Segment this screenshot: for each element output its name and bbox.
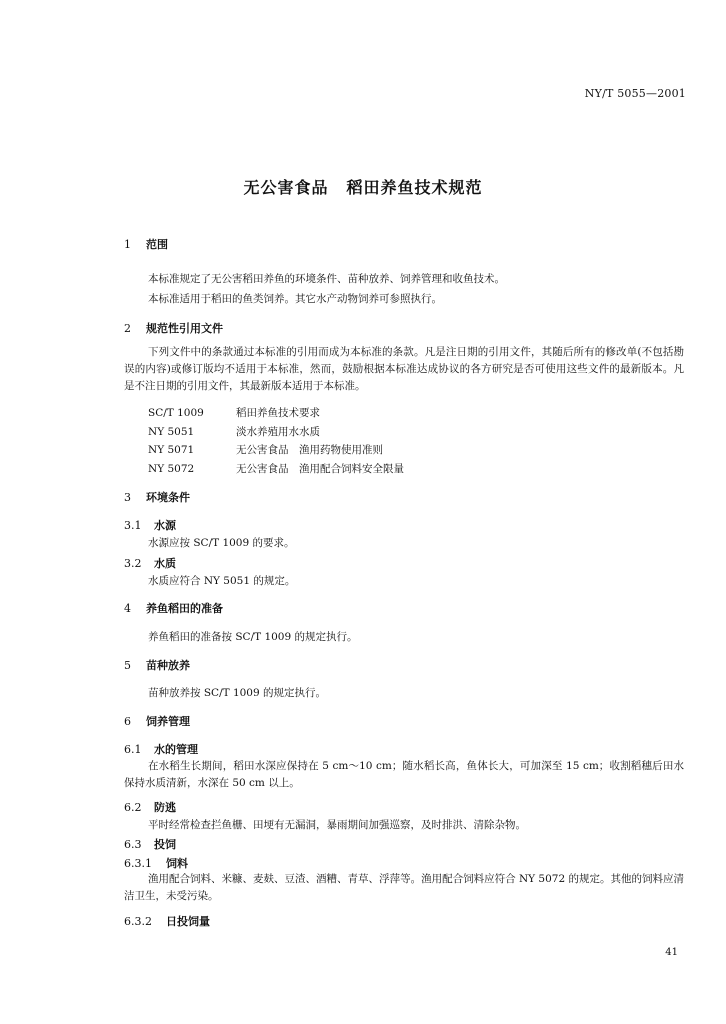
standard-code: NY/T 5055—2001 (584, 87, 686, 100)
section-heading-5: 5 苗种放养 (124, 659, 190, 672)
page-number: 41 (665, 947, 678, 958)
section-heading-4: 4 养鱼稻田的准备 (124, 602, 223, 615)
section-heading-3-2: 3.2 水质 (124, 557, 176, 570)
section-heading-6-3: 6.3 投饲 (124, 838, 176, 851)
paragraph: 在水稻生长期间，稻田水深应保持在 5 cm～10 cm；随水稻长高，鱼体长大，可加深至 15 cm；收割稻穗后田水保持水质清新，水深在 50 cm 以上。 (124, 760, 684, 789)
paragraph: 平时经常检查拦鱼栅、田埂有无漏洞，暴雨期间加强巡察，及时排洪、清除杂物。 (148, 819, 526, 831)
paragraph: 渔用配合饲料、米糠、麦麸、豆渣、酒糟、青草、浮萍等。渔用配合饲料应符合 NY 5072 的规定。其他的饲料应清洁卫生，未受污染。 (124, 873, 684, 902)
title-part-2: 稻田养鱼技术规范 (346, 178, 483, 197)
paragraph: 本标准适用于稻田的鱼类饲养。其它水产动物饲养可参照执行。 (148, 293, 442, 305)
paragraph: 水源应按 SC/T 1009 的要求。 (148, 537, 295, 549)
paragraph: 下列文件中的条款通过本标准的引用而成为本标准的条款。凡是注日期的引用文件，其随后所有的修改单(不包括勘误的内容)或修订版均不适用于本标准，然而，鼓励根据本标准达成协议的各方研究是否可使用这些文件的最新版本。凡是不注日期的引用文件，其最新版本适用于本标准。 (124, 346, 684, 392)
section-heading-6-3-1: 6.3.1 饲料 (124, 857, 188, 870)
reference-item: SC/T 1009 稻田养鱼技术要求 (148, 407, 320, 419)
section-heading-6-2: 6.2 防逃 (124, 801, 176, 814)
section-heading-6-3-2: 6.3.2 日投饲量 (124, 915, 210, 928)
paragraph: 本标准规定了无公害稻田养鱼的环境条件、苗种放养、饲养管理和收鱼技术。 (148, 273, 505, 285)
section-heading-6: 6 饲养管理 (124, 715, 190, 728)
section-heading-6-1: 6.1 水的管理 (124, 743, 198, 756)
section-heading-3-1: 3.1 水源 (124, 519, 176, 532)
page-title (0, 175, 726, 198)
reference-item: NY 5071 无公害食品 渔用药物使用准则 (148, 444, 383, 456)
reference-item: NY 5072 无公害食品 渔用配合饲料安全限量 (148, 463, 404, 475)
title-part-1: 无公害食品 (243, 178, 329, 197)
paragraph: 养鱼稻田的准备按 SC/T 1009 的规定执行。 (148, 631, 358, 643)
section-heading-2: 2 规范性引用文件 (124, 322, 223, 335)
section-heading-1: 1 范围 (124, 238, 168, 251)
paragraph: 水质应符合 NY 5051 的规定。 (148, 575, 296, 587)
section-heading-3: 3 环境条件 (124, 491, 190, 504)
reference-item: NY 5051 淡水养殖用水水质 (148, 426, 320, 438)
paragraph: 苗种放养按 SC/T 1009 的规定执行。 (148, 687, 327, 699)
